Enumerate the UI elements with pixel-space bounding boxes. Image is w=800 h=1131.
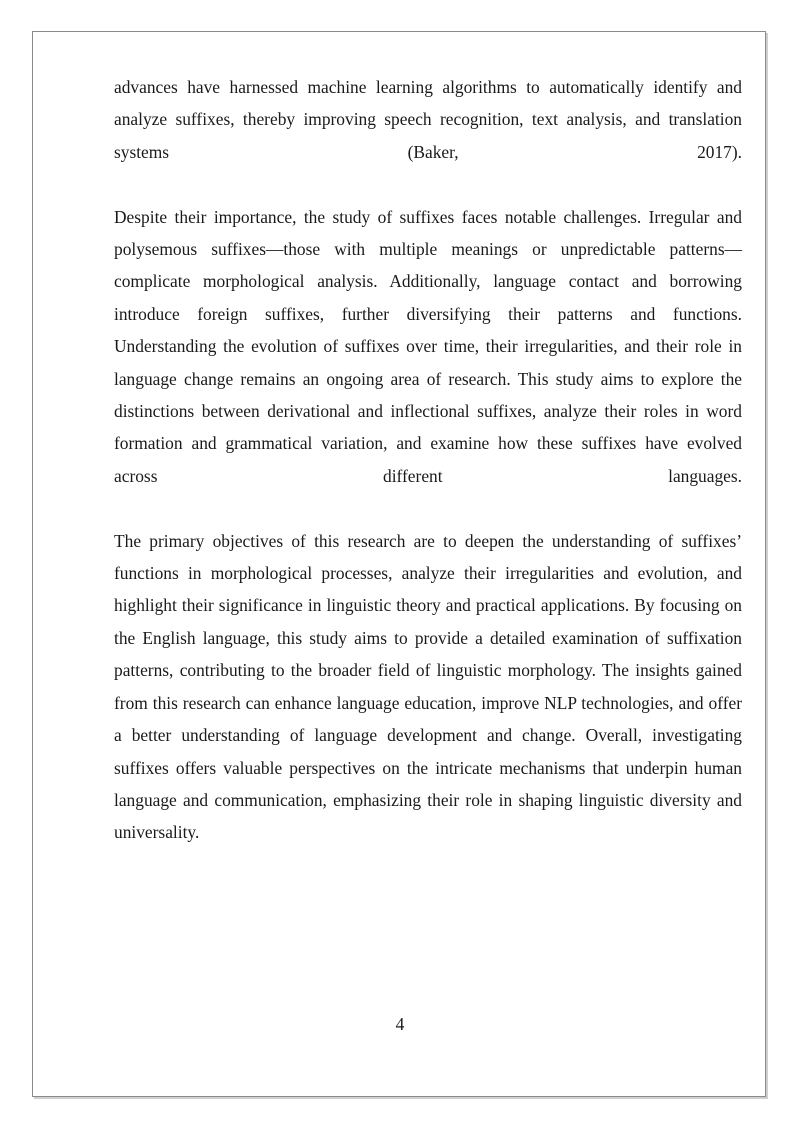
paragraph-3: The primary objectives of this research are to deepen the understanding of suffixes’ functions in morphological processes, analyze their irregularities and evolution, and highlight their significance in linguistic theory and practical applications. By focusing on the English language, this study aims to provide a detailed examination of suffixation patterns, contributing to the broader field of linguistic morphology. The insights gained from this research can enhance language education, improve NLP technologies, and offer a better understanding of language development and change. Overall, investigating suffixes offers valuable perspectives on the intricate mechanisms that underpin human language and communication, emphasizing their role in shaping linguistic diversity and universality. (114, 530, 742, 843)
body-text (114, 71, 742, 849)
paragraph-1: advances have harnessed machine learning algorithms to automatically identify and analyze suffixes, thereby improving speech recognition, text analysis, and translation systems (Baker, 2017). (114, 77, 742, 162)
page-number: 4 (395, 1014, 405, 1034)
paragraph-2: Despite their importance, the study of suffixes faces notable challenges. Irregular and polysemous suffixes—those with multiple meanings or unpredictable patterns—complicate morphological analysis. Additionally, language contact and borrowing introduce foreign suffixes, further diversifying their patterns and functions. Understanding the evolution of suffixes over time, their irregularities, and their role in language change remains an ongoing area of research. This study aims to explore the distinctions between derivational and inflectional suffixes, analyze their roles in word formation and grammatical variation, and examine how these suffixes have evolved across different languages. (114, 206, 742, 486)
